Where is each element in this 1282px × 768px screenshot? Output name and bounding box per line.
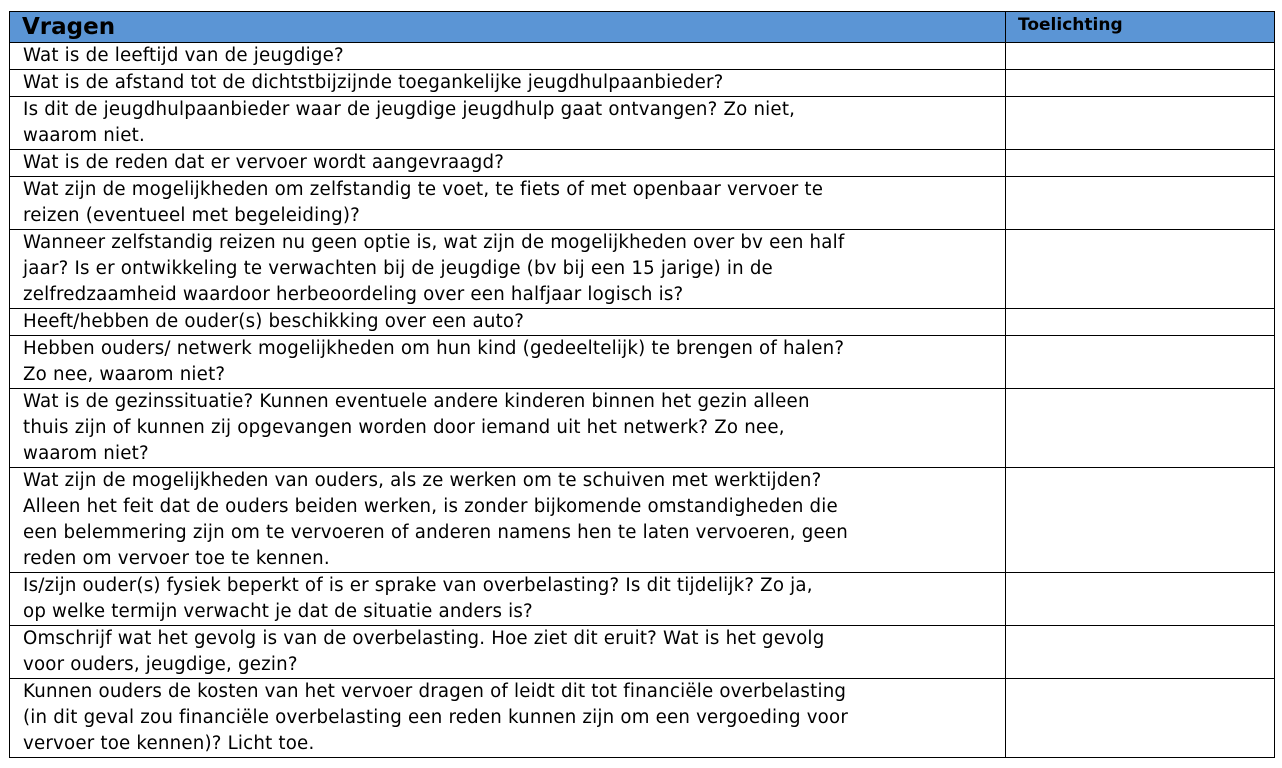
question-cell: Heeft/hebben de ouder(s) beschikking over een auto?	[10, 309, 1006, 336]
table-row	[10, 679, 1275, 758]
explanation-cell[interactable]	[1006, 309, 1275, 336]
table-row	[10, 573, 1275, 626]
table-row	[10, 389, 1275, 468]
explanation-cell[interactable]	[1006, 177, 1275, 230]
explanation-cell[interactable]	[1006, 70, 1275, 97]
table-row	[10, 150, 1275, 177]
question-cell: Wat zijn de mogelijkheden van ouders, als ze werken om te schuiven met werktijden? Alleen het feit dat de ouders beiden werken, is zonder bijkomende omstandigheden die een belemmering zijn om te vervoeren of anderen namens hen te laten vervoeren, geen reden om vervoer toe te kennen.	[10, 468, 1006, 573]
explanation-cell[interactable]	[1006, 626, 1275, 679]
explanation-cell[interactable]	[1006, 150, 1275, 177]
questionnaire	[9, 11, 1275, 758]
question-cell: Is dit de jeugdhulpaanbieder waar de jeugdige jeugdhulp gaat ontvangen? Zo niet, waarom niet.	[10, 97, 1006, 150]
table-header-row	[10, 12, 1275, 43]
question-cell: Wat is de reden dat er vervoer wordt aangevraagd?	[10, 150, 1006, 177]
table-row	[10, 230, 1275, 309]
table-row	[10, 309, 1275, 336]
explanation-cell[interactable]	[1006, 679, 1275, 758]
table-row	[10, 43, 1275, 70]
table-row	[10, 177, 1275, 230]
question-cell: Omschrijf wat het gevolg is van de overbelasting. Hoe ziet dit eruit? Wat is het gevolg voor ouders, jeugdige, gezin?	[10, 626, 1006, 679]
table-row	[10, 97, 1275, 150]
explanation-cell[interactable]	[1006, 97, 1275, 150]
explanation-cell[interactable]	[1006, 573, 1275, 626]
explanation-cell[interactable]	[1006, 43, 1275, 70]
table-row	[10, 70, 1275, 97]
explanation-cell[interactable]	[1006, 336, 1275, 389]
table-row	[10, 626, 1275, 679]
explanation-cell[interactable]	[1006, 468, 1275, 573]
table-row	[10, 468, 1275, 573]
questions-table	[9, 11, 1275, 758]
question-cell: Wanneer zelfstandig reizen nu geen optie is, wat zijn de mogelijkheden over bv een half jaar? Is er ontwikkeling te verwachten bij de jeugdige (bv bij een 15 jarige) in de zelfredzaamheid waardoor herbeoordeling over een halfjaar logisch is?	[10, 230, 1006, 309]
question-cell: Hebben ouders/ netwerk mogelijkheden om hun kind (gedeeltelijk) te brengen of halen? Zo nee, waarom niet?	[10, 336, 1006, 389]
table-row	[10, 336, 1275, 389]
explanation-cell[interactable]	[1006, 230, 1275, 309]
question-cell: Wat zijn de mogelijkheden om zelfstandig te voet, te fiets of met openbaar vervoer te reizen (eventueel met begeleiding)?	[10, 177, 1006, 230]
explanation-column-header: Toelichting	[1006, 12, 1275, 43]
explanation-cell[interactable]	[1006, 389, 1275, 468]
questions-column-header: Vragen	[10, 12, 1006, 43]
question-cell: Kunnen ouders de kosten van het vervoer dragen of leidt dit tot financiële overbelasting (in dit geval zou financiële overbelasting een reden kunnen zijn om een vergoeding voor vervoer toe kennen)? Licht toe.	[10, 679, 1006, 758]
question-cell: Is/zijn ouder(s) fysiek beperkt of is er sprake van overbelasting? Is dit tijdelijk? Zo ja, op welke termijn verwacht je dat de situatie anders is?	[10, 573, 1006, 626]
question-cell: Wat is de afstand tot de dichtstbijzijnde toegankelijke jeugdhulpaanbieder?	[10, 70, 1006, 97]
question-cell: Wat is de leeftijd van de jeugdige?	[10, 43, 1006, 70]
question-cell: Wat is de gezinssituatie? Kunnen eventuele andere kinderen binnen het gezin alleen thuis zijn of kunnen zij opgevangen worden door iemand uit het netwerk? Zo nee, waarom niet?	[10, 389, 1006, 468]
